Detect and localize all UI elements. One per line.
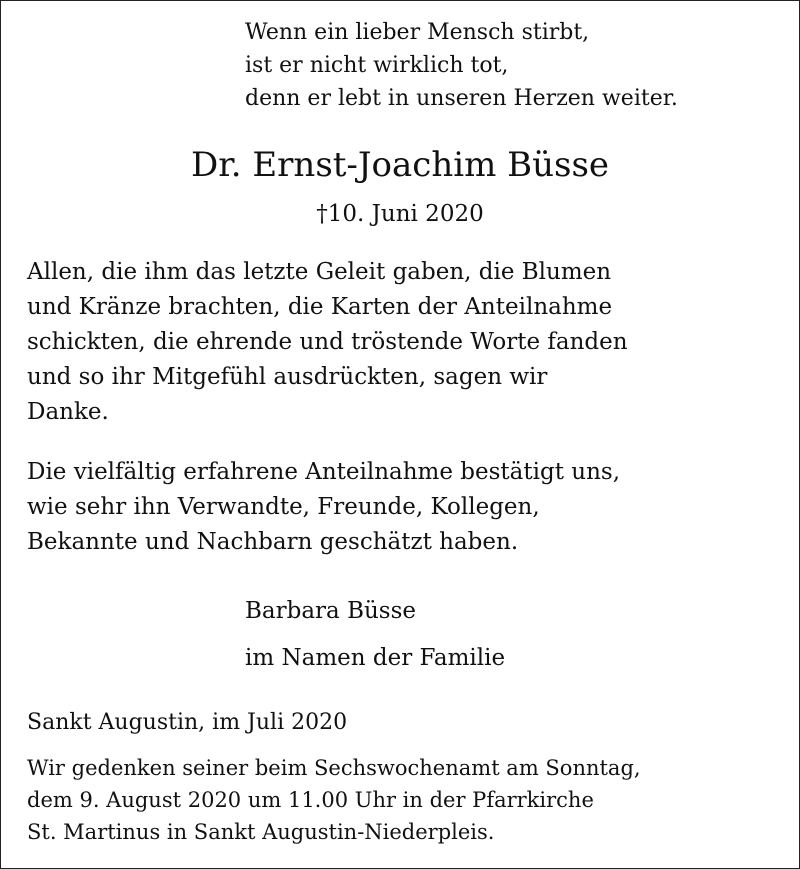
thanks-line: und Kränze brachten, die Karten der Anteilnahme bbox=[27, 294, 613, 320]
thanks-paragraph bbox=[27, 255, 628, 430]
sympathy-line: Die vielfältig erfahrene Anteilnahme bestätigt uns, bbox=[27, 459, 621, 485]
poem-line: Wenn ein lieber Mensch stirbt, bbox=[245, 20, 590, 45]
thanks-line: Allen, die ihm das letzte Geleit gaben, die Blumen bbox=[27, 259, 612, 285]
poem-line: ist er nicht wirklich tot, bbox=[245, 53, 509, 78]
sympathy-line: Bekannte und Nachbarn geschätzt haben. bbox=[27, 529, 519, 555]
memorial-notice bbox=[27, 752, 641, 848]
thanks-line: schickten, die ehrende und tröstende Worte fanden bbox=[27, 329, 628, 355]
signature-name: Barbara Büsse bbox=[245, 598, 416, 624]
poem-line: denn er lebt in unseren Herzen weiter. bbox=[245, 86, 678, 111]
place-and-date: Sankt Augustin, im Juli 2020 bbox=[27, 710, 348, 735]
sympathy-line: wie sehr ihn Verwandte, Freunde, Kollegen, bbox=[27, 494, 540, 520]
deceased-name: Dr. Ernst-Joachim Büsse bbox=[190, 145, 610, 185]
death-date: †10. Juni 2020 bbox=[316, 201, 484, 227]
thanks-line: und so ihr Mitgefühl ausdrückten, sagen wir bbox=[27, 364, 548, 390]
memorial-line: Wir gedenken seiner beim Sechswochenamt am Sonntag, bbox=[27, 756, 641, 780]
memorial-line: dem 9. August 2020 um 11.00 Uhr in der Pfarrkirche bbox=[27, 788, 594, 812]
thanks-line: Danke. bbox=[27, 399, 109, 425]
sympathy-paragraph bbox=[27, 455, 620, 560]
signature-family: im Namen der Familie bbox=[245, 645, 506, 671]
poem-verse bbox=[245, 16, 678, 115]
memorial-line: St. Martinus in Sankt Augustin-Niederpleis. bbox=[27, 820, 495, 844]
